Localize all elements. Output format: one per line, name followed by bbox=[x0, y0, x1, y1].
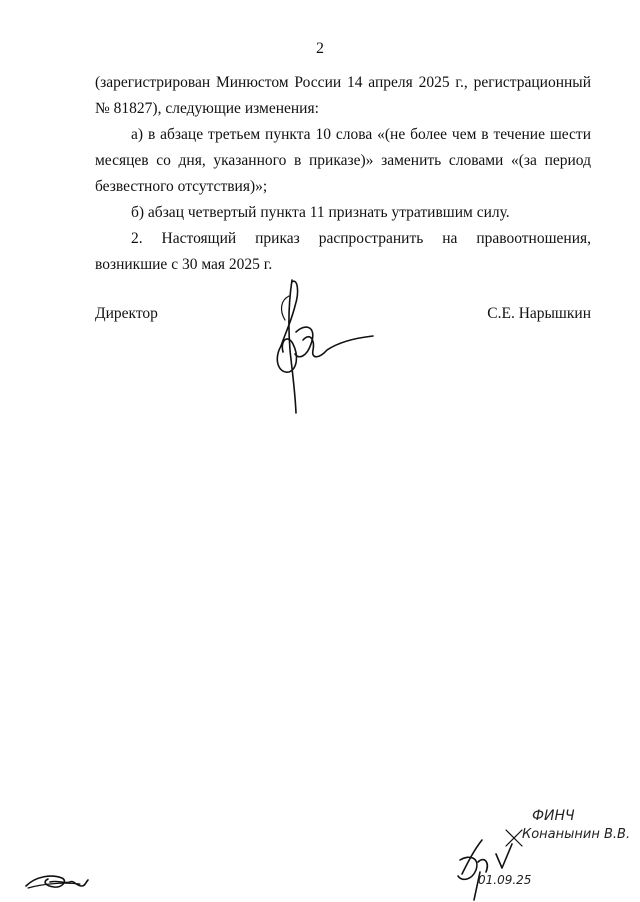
handwritten-annotation-line2: Конанынин В.В. bbox=[522, 827, 631, 842]
signatory-name: С.Е. Нарышкин bbox=[487, 305, 591, 322]
paragraph-registration bbox=[95, 70, 591, 122]
paragraph-text: (зарегистрирован Минюстом России 14 апреля 2025 г., регистрационный № 81827), следующие изменения: bbox=[95, 74, 591, 117]
signatory-position: Директор bbox=[95, 305, 158, 322]
paragraph-text: 2. Настоящий приказ распространить на правоотношения, возникшие с 30 мая 2025 г. bbox=[95, 230, 591, 273]
page-number: 2 bbox=[316, 40, 324, 57]
handwritten-annotation-line1: ФИНЧ bbox=[532, 808, 575, 824]
paragraph-amendment-b bbox=[95, 200, 591, 226]
initials-mark bbox=[22, 866, 92, 896]
paragraph-text: а) в абзаце третьем пункта 10 слова «(не более чем в течение шести месяцев со дня, указанного в приказе)» заменить словами «(за период безвестного отсутствия)»; bbox=[95, 126, 591, 195]
director-signature bbox=[265, 270, 385, 420]
paragraph-amendment-a bbox=[95, 122, 591, 200]
handwritten-annotation-date: 01.09.25 bbox=[478, 873, 532, 887]
paragraph-text: б) абзац четвертый пункта 11 признать утратившим силу. bbox=[131, 204, 510, 221]
